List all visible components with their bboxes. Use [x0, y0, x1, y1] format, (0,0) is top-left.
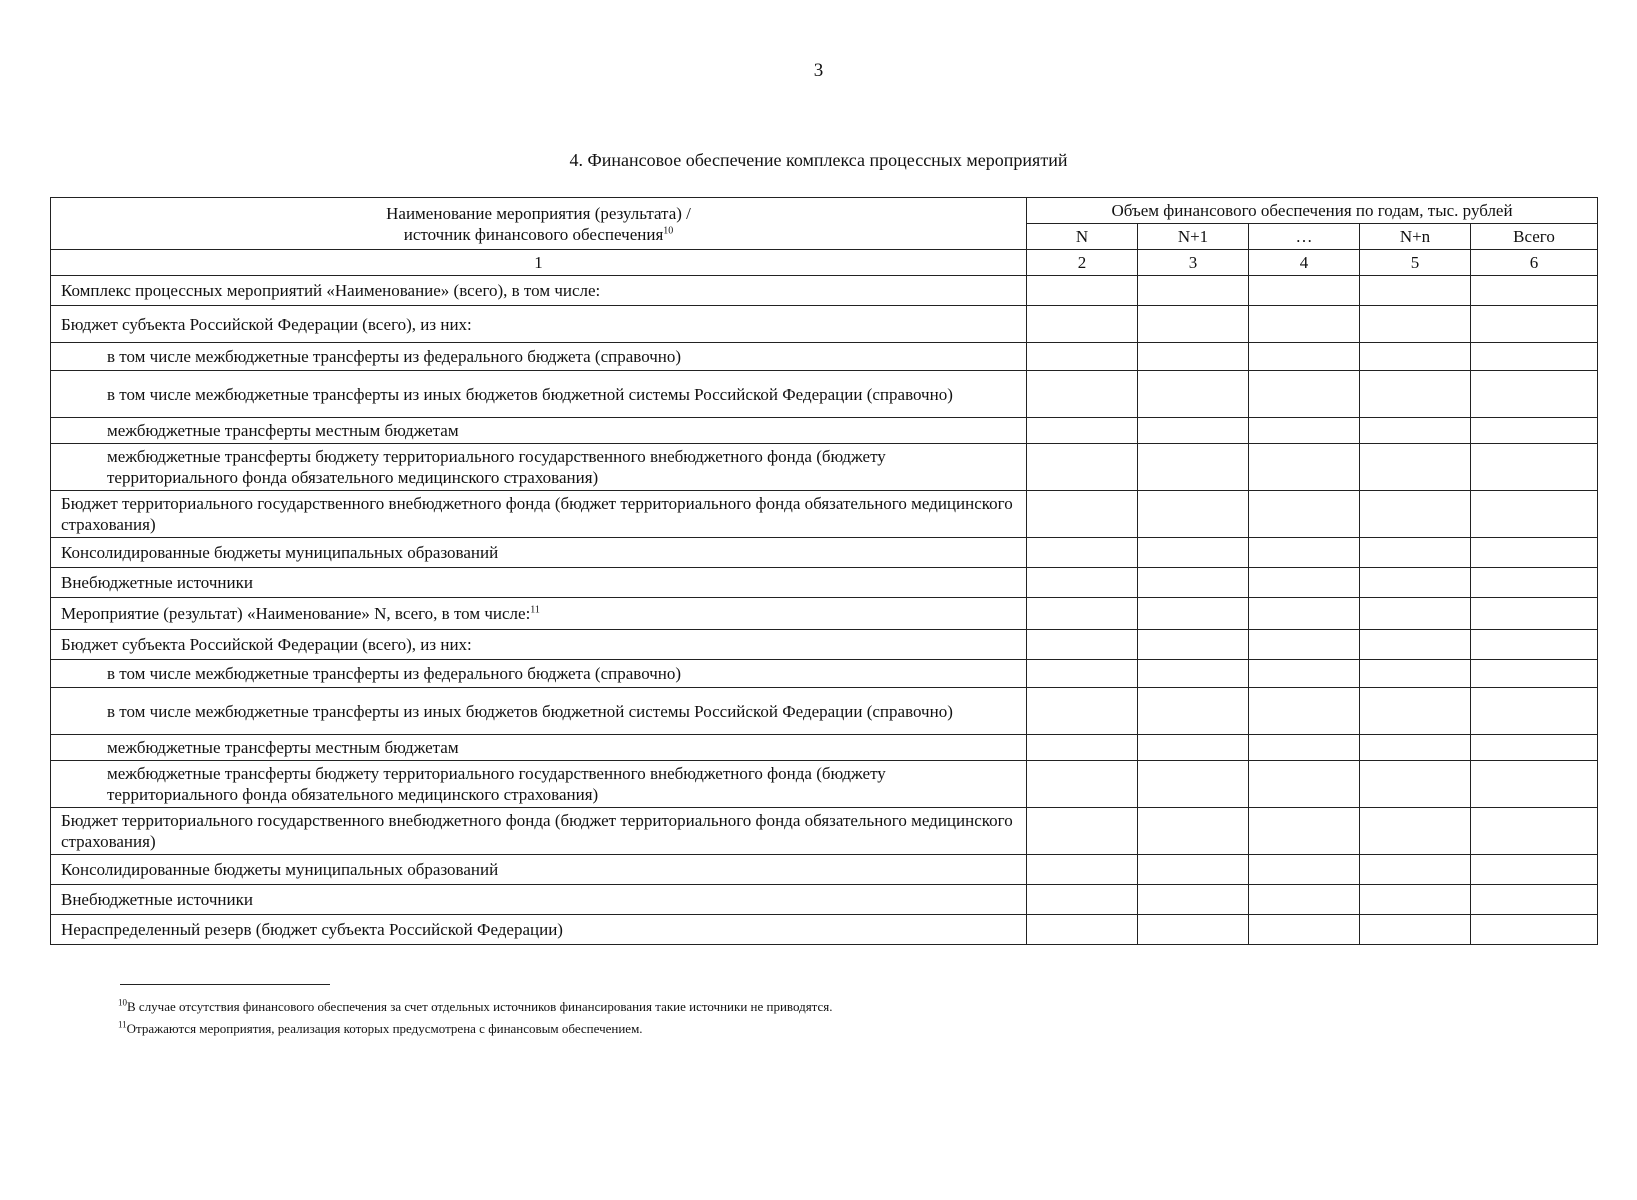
row-label: Бюджет субъекта Российской Федерации (всего), из них: [51, 306, 1027, 343]
value-cell [1360, 306, 1471, 343]
table-row [51, 418, 1598, 444]
value-cell [1249, 343, 1360, 371]
value-cell [1138, 418, 1249, 444]
value-cell [1471, 660, 1598, 688]
value-cell [1249, 491, 1360, 538]
value-cell [1138, 688, 1249, 735]
value-cell [1027, 688, 1138, 735]
value-cell [1471, 598, 1598, 630]
row-label: Нераспределенный резерв (бюджет субъекта Российской Федерации) [51, 915, 1027, 945]
table-row [51, 568, 1598, 598]
value-cell [1360, 855, 1471, 885]
column-number: 3 [1138, 250, 1249, 276]
value-cell [1360, 538, 1471, 568]
value-cell [1027, 371, 1138, 418]
table-row [51, 343, 1598, 371]
value-cell [1027, 598, 1138, 630]
value-cell [1471, 491, 1598, 538]
row-label: в том числе межбюджетные трансферты из федерального бюджета (справочно) [51, 660, 1027, 688]
value-cell [1027, 343, 1138, 371]
table-row [51, 491, 1598, 538]
value-cell [1249, 855, 1360, 885]
value-cell [1027, 538, 1138, 568]
value-cell [1471, 630, 1598, 660]
value-cell [1027, 630, 1138, 660]
value-cell [1471, 306, 1598, 343]
table-row [51, 688, 1598, 735]
table-row [51, 855, 1598, 885]
value-cell [1249, 885, 1360, 915]
value-cell [1471, 735, 1598, 761]
value-cell [1138, 276, 1249, 306]
value-cell [1138, 630, 1249, 660]
value-cell [1138, 444, 1249, 491]
value-cell [1138, 538, 1249, 568]
row-label: Внебюджетные источники [51, 885, 1027, 915]
value-cell [1027, 855, 1138, 885]
value-cell [1249, 306, 1360, 343]
value-cell [1138, 491, 1249, 538]
value-cell [1138, 598, 1249, 630]
value-cell [1027, 306, 1138, 343]
row-label: межбюджетные трансферты бюджету территориального государственного внебюджетного фонда (бюджету территориального фонда обязательного медицинского страхования) [51, 761, 1027, 808]
value-cell [1471, 371, 1598, 418]
value-cell [1249, 598, 1360, 630]
value-cell [1471, 538, 1598, 568]
value-cell [1249, 371, 1360, 418]
column-number: 4 [1249, 250, 1360, 276]
column-number: 5 [1360, 250, 1471, 276]
value-cell [1249, 761, 1360, 808]
value-cell [1027, 418, 1138, 444]
value-cell [1360, 885, 1471, 915]
table-row [51, 444, 1598, 491]
value-cell [1360, 915, 1471, 945]
table-row [51, 276, 1598, 306]
value-cell [1138, 855, 1249, 885]
value-cell [1471, 276, 1598, 306]
value-cell [1249, 660, 1360, 688]
table-row [51, 885, 1598, 915]
row-label: межбюджетные трансферты местным бюджетам [51, 418, 1027, 444]
value-cell [1471, 808, 1598, 855]
value-cell [1027, 735, 1138, 761]
value-cell [1471, 855, 1598, 885]
value-cell [1027, 885, 1138, 915]
footnote-separator [120, 984, 330, 985]
year-header-n-plus-n: N+n [1360, 224, 1471, 250]
value-cell [1360, 735, 1471, 761]
row-label: Бюджет территориального государственного внебюджетного фонда (бюджет территориального фонда обязательного медицинского страхования) [51, 491, 1027, 538]
table-row [51, 371, 1598, 418]
value-cell [1027, 568, 1138, 598]
value-cell [1360, 598, 1471, 630]
row-label: межбюджетные трансферты местным бюджетам [51, 735, 1027, 761]
year-header-n: N [1027, 224, 1138, 250]
table-row [51, 306, 1598, 343]
row-label: Внебюджетные источники [51, 568, 1027, 598]
value-cell [1027, 915, 1138, 945]
row-label: Мероприятие (результат) «Наименование» N, всего, в том числе:$^{11}$ [51, 598, 1027, 630]
value-cell [1138, 735, 1249, 761]
value-cell [1138, 343, 1249, 371]
year-header-total: Всего [1471, 224, 1598, 250]
row-label: в том числе межбюджетные трансферты из федерального бюджета (справочно) [51, 343, 1027, 371]
value-cell [1027, 660, 1138, 688]
table-row [51, 598, 1598, 630]
value-cell [1249, 735, 1360, 761]
value-cell [1471, 418, 1598, 444]
footnote-ref-10: 10 [663, 224, 674, 236]
page-number: 3 [813, 60, 824, 81]
value-cell [1138, 915, 1249, 945]
table-row [51, 735, 1598, 761]
value-cell [1138, 761, 1249, 808]
value-cell [1471, 688, 1598, 735]
table-row [51, 761, 1598, 808]
value-cell [1027, 491, 1138, 538]
value-cell [1249, 808, 1360, 855]
table-row [51, 808, 1598, 855]
value-cell [1360, 276, 1471, 306]
row-label: Комплекс процессных мероприятий «Наименование» (всего), в том числе: [51, 276, 1027, 306]
value-cell [1360, 688, 1471, 735]
value-cell [1360, 761, 1471, 808]
value-cell [1027, 444, 1138, 491]
value-cell [1360, 371, 1471, 418]
value-cell [1471, 444, 1598, 491]
value-cell [1138, 568, 1249, 598]
value-cell [1471, 343, 1598, 371]
header-row-1 [51, 198, 1598, 224]
value-cell [1249, 444, 1360, 491]
year-header-ellipsis: … [1249, 224, 1360, 250]
footnote-10: $^{10}$В случае отсутствия финансового обеспечения за счет отдельных источников финансирования такие источники не приводятся. [118, 997, 833, 1014]
row-label: Консолидированные бюджеты муниципальных образований [51, 855, 1027, 885]
value-cell [1027, 808, 1138, 855]
volume-group-header: Объем финансового обеспечения по годам, тыс. рублей [1027, 198, 1598, 224]
value-cell [1138, 371, 1249, 418]
value-cell [1360, 491, 1471, 538]
row-label: межбюджетные трансферты бюджету территориального государственного внебюджетного фонда (бюджету территориального фонда обязательного медицинского страхования) [51, 444, 1027, 491]
footnotes [118, 996, 1518, 1040]
value-cell [1138, 306, 1249, 343]
column-number: 6 [1471, 250, 1598, 276]
column-number: 2 [1027, 250, 1138, 276]
column-number: 1 [51, 250, 1027, 276]
footnote-11: $^{11}$Отражаются мероприятия, реализация которых предусмотрена с финансовым обеспечением. [118, 1019, 643, 1036]
row-label: Бюджет территориального государственного внебюджетного фонда (бюджет территориального фонда обязательного медицинского страхования) [51, 808, 1027, 855]
row-label: в том числе межбюджетные трансферты из иных бюджетов бюджетной системы Российской Федерации (справочно) [51, 688, 1027, 735]
name-column-header-line1: Наименование мероприятия (результата) / [386, 203, 691, 223]
value-cell [1249, 915, 1360, 945]
section-title: 4. Финансовое обеспечение комплекса процессных мероприятий [569, 150, 1068, 170]
value-cell [1471, 915, 1598, 945]
table-row [51, 538, 1598, 568]
value-cell [1471, 885, 1598, 915]
value-cell [1249, 418, 1360, 444]
value-cell [1360, 343, 1471, 371]
value-cell [1360, 630, 1471, 660]
value-cell [1027, 761, 1138, 808]
value-cell [1249, 538, 1360, 568]
table-row [51, 915, 1598, 945]
name-column-header-line2: источник финансового обеспечения [403, 224, 664, 244]
value-cell [1471, 761, 1598, 808]
financing-table [50, 197, 1598, 945]
value-cell [1138, 808, 1249, 855]
value-cell [1138, 660, 1249, 688]
value-cell [1138, 885, 1249, 915]
value-cell [1360, 568, 1471, 598]
value-cell [1249, 276, 1360, 306]
value-cell [1360, 418, 1471, 444]
footnote-ref-11: 11 [530, 604, 540, 616]
value-cell [1249, 630, 1360, 660]
row-label: Консолидированные бюджеты муниципальных образований [51, 538, 1027, 568]
value-cell [1249, 688, 1360, 735]
value-cell [1471, 568, 1598, 598]
column-number-row [51, 250, 1598, 276]
table-row [51, 660, 1598, 688]
table-row [51, 630, 1598, 660]
value-cell [1027, 276, 1138, 306]
row-label: в том числе межбюджетные трансферты из иных бюджетов бюджетной системы Российской Федерации (справочно) [51, 371, 1027, 418]
value-cell [1249, 568, 1360, 598]
value-cell [1360, 660, 1471, 688]
name-column-header [51, 198, 1027, 250]
value-cell [1360, 808, 1471, 855]
row-label: Бюджет субъекта Российской Федерации (всего), из них: [51, 630, 1027, 660]
year-header-n-plus-1: N+1 [1138, 224, 1249, 250]
value-cell [1360, 444, 1471, 491]
